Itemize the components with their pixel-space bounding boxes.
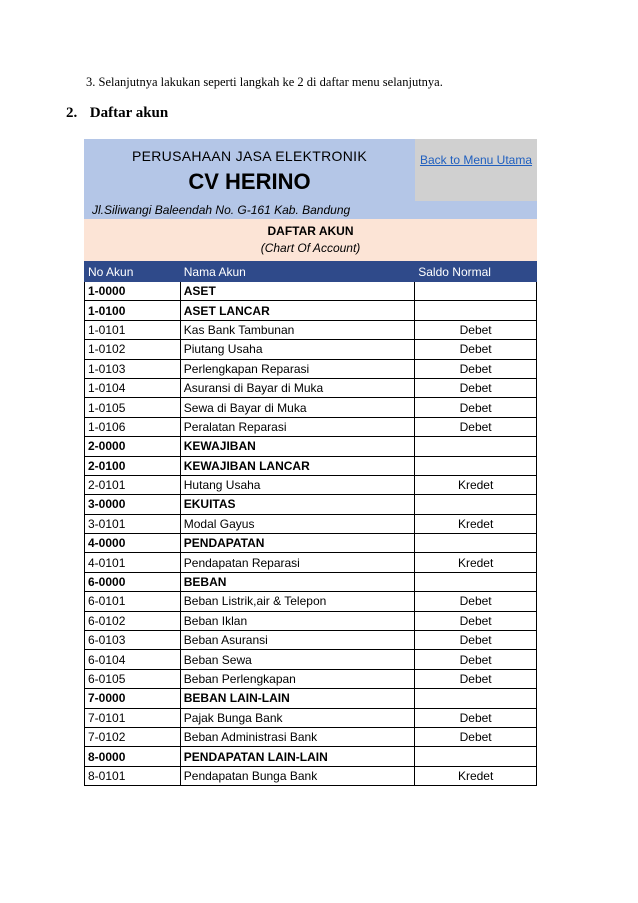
table-row xyxy=(85,437,537,456)
account-name-cell: Peralatan Reparasi xyxy=(180,417,414,436)
account-number-cell: 6-0103 xyxy=(85,631,181,650)
section-title: Daftar akun xyxy=(89,105,169,121)
account-name-cell: Beban Asuransi xyxy=(180,631,414,650)
account-number-cell: 3-0000 xyxy=(85,495,181,514)
company-address: Jl.Siliwangi Baleendah No. G-161 Kab. Bandung xyxy=(84,201,415,219)
saldo-normal-cell xyxy=(415,689,537,708)
account-number-cell: 4-0101 xyxy=(85,553,181,572)
account-name-cell: Sewa di Bayar di Muka xyxy=(180,398,414,417)
table-row xyxy=(85,378,537,397)
account-number-cell: 6-0104 xyxy=(85,650,181,669)
saldo-normal-cell: Debet xyxy=(415,320,537,339)
saldo-normal-cell: Kredet xyxy=(415,475,537,494)
account-number-cell: 3-0101 xyxy=(85,514,181,533)
saldo-normal-cell xyxy=(415,301,537,320)
account-name-cell: KEWAJIBAN LANCAR xyxy=(180,456,414,475)
table-row xyxy=(85,611,537,630)
sheet-title-block xyxy=(84,219,537,261)
section-heading xyxy=(66,105,168,122)
column-header-no: No Akun xyxy=(85,262,181,282)
account-name-cell: PENDAPATAN xyxy=(180,534,414,553)
account-name-cell: Hutang Usaha xyxy=(180,475,414,494)
account-name-cell: BEBAN xyxy=(180,572,414,591)
table-row xyxy=(85,689,537,708)
table-row xyxy=(85,456,537,475)
account-name-cell: Modal Gayus xyxy=(180,514,414,533)
account-name-cell: Pajak Bunga Bank xyxy=(180,708,414,727)
account-number-cell: 1-0102 xyxy=(85,340,181,359)
account-number-cell: 1-0101 xyxy=(85,320,181,339)
table-row xyxy=(85,553,537,572)
saldo-normal-cell: Debet xyxy=(415,398,537,417)
saldo-normal-cell: Kredet xyxy=(415,553,537,572)
table-row xyxy=(85,398,537,417)
saldo-normal-cell: Debet xyxy=(415,592,537,611)
table-row xyxy=(85,301,537,320)
account-name-cell: ASET LANCAR xyxy=(180,301,414,320)
saldo-normal-cell: Debet xyxy=(415,340,537,359)
company-name: CV HERINO xyxy=(188,169,311,194)
account-number-cell: 7-0102 xyxy=(85,727,181,746)
intro-step-text: 3. Selanjutnya lakukan seperti langkah ke 2 di daftar menu selanjutnya. xyxy=(86,75,443,89)
account-number-cell: 2-0101 xyxy=(85,475,181,494)
account-name-cell: Beban Listrik,air & Telepon xyxy=(180,592,414,611)
account-name-cell: Pendapatan Bunga Bank xyxy=(180,766,414,785)
saldo-normal-cell: Debet xyxy=(415,650,537,669)
table-row xyxy=(85,475,537,494)
account-number-cell: 4-0000 xyxy=(85,534,181,553)
table-row xyxy=(85,631,537,650)
table-header-row xyxy=(85,262,537,282)
account-number-cell: 6-0102 xyxy=(85,611,181,630)
account-name-cell: Pendapatan Reparasi xyxy=(180,553,414,572)
table-row xyxy=(85,282,537,301)
saldo-normal-cell: Debet xyxy=(415,631,537,650)
saldo-normal-cell xyxy=(415,534,537,553)
table-row xyxy=(85,320,537,339)
table-row xyxy=(85,417,537,436)
saldo-normal-cell xyxy=(415,495,537,514)
table-row xyxy=(85,650,537,669)
table-row xyxy=(85,514,537,533)
account-number-cell: 6-0101 xyxy=(85,592,181,611)
section-number: 2. xyxy=(66,105,78,121)
account-number-cell: 7-0101 xyxy=(85,708,181,727)
saldo-normal-cell: Debet xyxy=(415,359,537,378)
account-name-cell: Beban Sewa xyxy=(180,650,414,669)
table-row xyxy=(85,572,537,591)
account-name-cell: BEBAN LAIN-LAIN xyxy=(180,689,414,708)
account-name-cell: EKUITAS xyxy=(180,495,414,514)
table-row xyxy=(85,727,537,746)
sheet-header xyxy=(84,139,537,201)
saldo-normal-cell: Debet xyxy=(415,378,537,397)
saldo-normal-cell xyxy=(415,437,537,456)
saldo-normal-cell: Debet xyxy=(415,669,537,688)
account-name-cell: Beban Perlengkapan xyxy=(180,669,414,688)
table-row xyxy=(85,340,537,359)
saldo-normal-cell xyxy=(415,456,537,475)
account-number-cell: 6-0000 xyxy=(85,572,181,591)
table-row xyxy=(85,708,537,727)
account-name-cell: Kas Bank Tambunan xyxy=(180,320,414,339)
column-header-name: Nama Akun xyxy=(180,262,414,282)
company-type: PERUSAHAAN JASA ELEKTRONIK xyxy=(132,148,367,164)
sheet-title: DAFTAR AKUN xyxy=(267,224,354,238)
accounts-table-body xyxy=(85,282,537,786)
table-row xyxy=(85,592,537,611)
saldo-normal-cell xyxy=(415,747,537,766)
chart-of-accounts-sheet xyxy=(84,139,537,786)
saldo-normal-cell: Kredet xyxy=(415,514,537,533)
account-number-cell: 1-0103 xyxy=(85,359,181,378)
saldo-normal-cell: Debet xyxy=(415,727,537,746)
account-number-cell: 2-0000 xyxy=(85,437,181,456)
account-number-cell: 1-0000 xyxy=(85,282,181,301)
address-fill xyxy=(415,201,537,219)
account-name-cell: Beban Administrasi Bank xyxy=(180,727,414,746)
saldo-normal-cell: Kredet xyxy=(415,766,537,785)
table-row xyxy=(85,359,537,378)
account-number-cell: 8-0000 xyxy=(85,747,181,766)
table-row xyxy=(85,495,537,514)
saldo-normal-cell xyxy=(415,572,537,591)
account-number-cell: 1-0104 xyxy=(85,378,181,397)
table-row xyxy=(85,669,537,688)
account-number-cell: 2-0100 xyxy=(85,456,181,475)
saldo-normal-cell: Debet xyxy=(415,417,537,436)
account-name-cell: PENDAPATAN LAIN-LAIN xyxy=(180,747,414,766)
account-name-cell: Perlengkapan Reparasi xyxy=(180,359,414,378)
address-row xyxy=(84,201,537,219)
account-name-cell: Beban Iklan xyxy=(180,611,414,630)
accounts-table xyxy=(84,261,537,786)
account-number-cell: 1-0106 xyxy=(85,417,181,436)
account-name-cell: Piutang Usaha xyxy=(180,340,414,359)
back-to-menu-link[interactable]: Back to Menu Utama xyxy=(415,139,537,201)
account-name-cell: Asuransi di Bayar di Muka xyxy=(180,378,414,397)
saldo-normal-cell: Debet xyxy=(415,611,537,630)
saldo-normal-cell: Debet xyxy=(415,708,537,727)
company-banner xyxy=(84,139,415,201)
table-row xyxy=(85,534,537,553)
account-number-cell: 7-0000 xyxy=(85,689,181,708)
column-header-saldo: Saldo Normal xyxy=(415,262,537,282)
account-number-cell: 1-0100 xyxy=(85,301,181,320)
account-number-cell: 8-0101 xyxy=(85,766,181,785)
account-name-cell: ASET xyxy=(180,282,414,301)
sheet-subtitle: (Chart Of Account) xyxy=(260,241,361,255)
account-name-cell: KEWAJIBAN xyxy=(180,437,414,456)
account-number-cell: 1-0105 xyxy=(85,398,181,417)
table-row xyxy=(85,766,537,785)
table-row xyxy=(85,747,537,766)
account-number-cell: 6-0105 xyxy=(85,669,181,688)
saldo-normal-cell xyxy=(415,282,537,301)
